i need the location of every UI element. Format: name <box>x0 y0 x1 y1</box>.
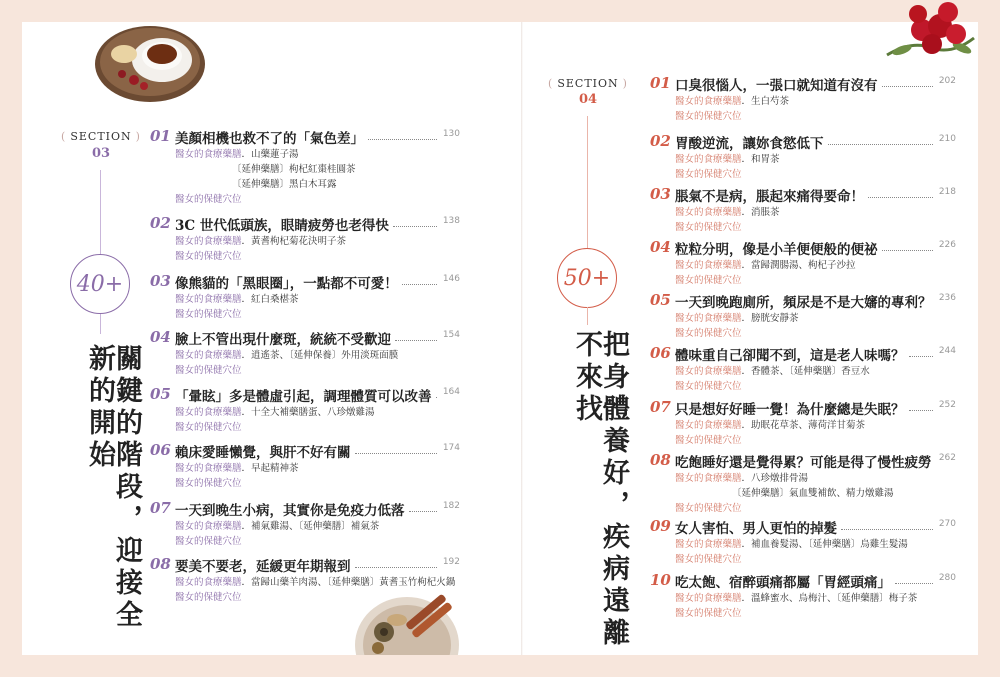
entry-page-number: 174 <box>442 443 460 453</box>
extended-recipe-line: 〔延伸藥膳〕枸杞紅棗桂圓茶 <box>232 164 356 175</box>
entry-number: 07 <box>650 398 671 416</box>
entry-number: 08 <box>650 451 671 469</box>
recipe-value: 紅白桑椹茶 <box>251 294 299 305</box>
entry-page-number: 130 <box>442 129 460 139</box>
section-number: 04 <box>578 92 598 107</box>
section-label: ( SECTION ) <box>548 77 628 90</box>
dotted-leader <box>402 284 437 285</box>
recipe-value: 補氣雞湯、〔延伸藥膳〕補氣茶 <box>251 521 380 532</box>
recipe-value: 生白芍茶 <box>751 96 790 107</box>
entry-title: 一天到晚生小病，其實你是免疫力低落 <box>175 503 405 519</box>
entry-page-number: 138 <box>442 216 460 226</box>
acupoint-line: 醫女的保健穴位 <box>675 554 742 565</box>
acupoint-line: 醫女的保健穴位 <box>675 435 742 446</box>
recipe-line <box>675 151 780 165</box>
recipe-line <box>675 93 789 107</box>
entry-page-number: 164 <box>442 387 460 397</box>
recipe-value: 早起精神茶 <box>251 463 299 474</box>
recipe-value: 十全大補藥膳蛋、八珍燉雞湯 <box>251 407 375 418</box>
separator: ． <box>241 350 252 361</box>
entry-title: 吃飽睡好還是覺得累？可能是得了慢性疲勞 <box>675 455 932 471</box>
entry-number: 03 <box>150 272 171 290</box>
dotted-leader <box>895 583 933 584</box>
entry-number: 09 <box>650 517 671 535</box>
recipe-line <box>175 460 299 474</box>
recipe-line <box>675 417 865 431</box>
section-divider <box>100 170 101 254</box>
dotted-leader <box>882 250 933 251</box>
extended-recipe-line: 〔延伸藥膳〕氣血雙補飲、精力燉雞湯 <box>732 488 894 499</box>
entry-number: 07 <box>150 499 171 517</box>
section-title-vertical: 把身體養好，疾病遠離不來找 <box>571 330 629 650</box>
dotted-leader <box>436 397 437 398</box>
recipe-line <box>675 257 856 271</box>
recipe-line <box>175 347 398 361</box>
section-divider <box>587 307 588 325</box>
dotted-leader <box>909 410 933 411</box>
recipe-line <box>175 574 455 588</box>
section-label: ( SECTION ) <box>61 130 141 143</box>
separator: ． <box>241 407 252 418</box>
recipe-label: 醫女的食療藥膳 <box>175 407 242 418</box>
section-title-vertical: 關鍵的階段，迎接全新的開始 <box>84 344 142 632</box>
entry-title: 只是想好好睡一覺！為什麼總是失眠？ <box>675 402 905 418</box>
entry-title: 吃太飽、宿醉頭痛都屬「胃經頭痛」 <box>675 575 891 591</box>
dotted-leader <box>841 529 933 530</box>
recipe-line <box>175 518 379 532</box>
recipe-label: 醫女的食療藥膳 <box>675 366 742 377</box>
spices-photo <box>352 590 462 655</box>
toc-spread <box>22 22 978 655</box>
recipe-label: 醫女的食療藥膳 <box>675 96 742 107</box>
separator: ． <box>741 420 752 431</box>
recipe-line <box>175 146 299 160</box>
dotted-leader <box>409 511 437 512</box>
acupoint-line: 醫女的保健穴位 <box>175 536 242 547</box>
dotted-leader <box>395 340 437 341</box>
acupoint-line: 醫女的保健穴位 <box>675 169 742 180</box>
entry-page-number: 252 <box>938 400 956 410</box>
entry-page-number: 182 <box>442 501 460 511</box>
dotted-leader <box>882 86 933 87</box>
entry-title: 一天到晚跑廁所，頻尿是不是大嬸的專利？ <box>675 295 932 311</box>
acupoint-line: 醫女的保健穴位 <box>675 608 742 619</box>
acupoint-line: 醫女的保健穴位 <box>175 592 242 603</box>
entry-number: 05 <box>150 385 171 403</box>
entry-title: 口臭很惱人，一張口就知道有沒有 <box>675 78 878 94</box>
entry-number: 05 <box>650 291 671 309</box>
recipe-label: 醫女的食療藥膳 <box>175 350 242 361</box>
recipe-label: 醫女的食療藥膳 <box>675 313 742 324</box>
separator: ． <box>741 207 752 218</box>
section-divider <box>587 116 588 248</box>
recipe-value: 消脹茶 <box>751 207 780 218</box>
acupoint-line: 醫女的保健穴位 <box>675 275 742 286</box>
entry-number: 03 <box>650 185 671 203</box>
recipe-line <box>675 590 917 604</box>
recipe-value: 山藥蓮子湯 <box>251 149 299 160</box>
separator: ． <box>741 96 752 107</box>
age-badge: 40+ <box>70 254 130 314</box>
entry-title: 「暈眩」多是體虛引起，調理體質可以改善 <box>175 389 432 405</box>
recipe-line <box>675 204 780 218</box>
entry-title: 3C 世代低頭族，眼睛疲勞也老得快 <box>175 218 389 234</box>
entry-page-number: 236 <box>938 293 956 303</box>
separator: ． <box>741 260 752 271</box>
entry-page-number: 244 <box>938 346 956 356</box>
entry-title: 粒粒分明，像是小羊便便般的便祕 <box>675 242 878 258</box>
recipe-label: 醫女的食療藥膳 <box>175 463 242 474</box>
separator: ． <box>741 593 752 604</box>
entry-page-number: 270 <box>938 519 956 529</box>
section-divider <box>100 314 101 334</box>
entry-title: 要美不要老，延緩更年期報到 <box>175 559 351 575</box>
dotted-leader <box>355 453 437 454</box>
recipe-value: 和胃茶 <box>751 154 780 165</box>
entry-page-number: 210 <box>938 134 956 144</box>
acupoint-line: 醫女的保健穴位 <box>175 309 242 320</box>
age-badge: 50+ <box>557 248 617 308</box>
recipe-value: 香體茶、〔延伸藥膳〕香豆水 <box>751 366 870 377</box>
entry-title: 體味重自己卻聞不到，這是老人味嗎？ <box>675 348 905 364</box>
entry-number: 06 <box>650 344 671 362</box>
entry-page-number: 262 <box>938 453 956 463</box>
recipe-label: 醫女的食療藥膳 <box>675 473 742 484</box>
recipe-line <box>675 470 808 484</box>
entry-page-number: 202 <box>938 76 956 86</box>
recipe-label: 醫女的食療藥膳 <box>675 593 742 604</box>
separator: ． <box>741 366 752 377</box>
acupoint-line: 醫女的保健穴位 <box>675 111 742 122</box>
dotted-leader <box>868 197 933 198</box>
entry-title: 美顏相機也救不了的「氣色差」 <box>175 131 364 147</box>
recipe-value: 助眠花草茶、薄荷洋甘菊茶 <box>751 420 866 431</box>
separator: ． <box>241 236 252 247</box>
entry-title: 臉上不管出現什麼斑，統統不受歡迎 <box>175 332 391 348</box>
recipe-value: 溫蜂蜜水、烏梅汁、〔延伸藥膳〕梅子茶 <box>751 593 918 604</box>
separator: ． <box>741 473 752 484</box>
recipe-label: 醫女的食療藥膳 <box>675 207 742 218</box>
recipe-line <box>675 536 908 550</box>
recipe-line <box>675 363 870 377</box>
separator: ． <box>741 154 752 165</box>
separator: ． <box>241 149 252 160</box>
recipe-line <box>675 310 799 324</box>
entry-number: 04 <box>150 328 171 346</box>
dotted-leader <box>368 139 437 140</box>
acupoint-line: 醫女的保健穴位 <box>175 422 242 433</box>
separator: ． <box>741 313 752 324</box>
dotted-leader <box>355 567 437 568</box>
recipe-value: 八珍燉排骨湯 <box>751 473 809 484</box>
cranberry-photo <box>882 0 978 80</box>
entry-title: 女人害怕、男人更怕的掉髮 <box>675 521 837 537</box>
tea-cup-photo <box>92 16 207 106</box>
entry-title: 脹氣不是病，脹起來痛得要命！ <box>675 189 864 205</box>
dotted-leader <box>393 226 437 227</box>
entry-title: 賴床愛睡懶覺，與肝不好有關 <box>175 445 351 461</box>
entry-page-number: 218 <box>938 187 956 197</box>
dotted-leader <box>909 356 933 357</box>
recipe-value: 黃耆枸杞菊花決明子茶 <box>251 236 347 247</box>
recipe-label: 醫女的食療藥膳 <box>175 149 242 160</box>
entry-number: 06 <box>150 441 171 459</box>
section-number: 03 <box>91 146 111 161</box>
dotted-leader <box>828 144 933 145</box>
recipe-value: 逍遙茶、〔延伸保養〕外用淡斑面膜 <box>251 350 399 361</box>
recipe-line <box>175 404 375 418</box>
separator: ． <box>241 577 252 588</box>
acupoint-line: 醫女的保健穴位 <box>175 478 242 489</box>
separator: ． <box>241 463 252 474</box>
acupoint-line: 醫女的保健穴位 <box>175 194 242 205</box>
entry-number: 02 <box>650 132 671 150</box>
recipe-label: 醫女的食療藥膳 <box>675 260 742 271</box>
acupoint-line: 醫女的保健穴位 <box>675 328 742 339</box>
entry-number: 08 <box>150 555 171 573</box>
separator: ． <box>241 294 252 305</box>
recipe-label: 醫女的食療藥膳 <box>175 294 242 305</box>
recipe-label: 醫女的食療藥膳 <box>675 420 742 431</box>
book-spine <box>521 22 523 655</box>
recipe-label: 醫女的食療藥膳 <box>675 154 742 165</box>
entry-number: 04 <box>650 238 671 256</box>
acupoint-line: 醫女的保健穴位 <box>675 222 742 233</box>
extended-recipe-line: 〔延伸藥膳〕黑白木耳露 <box>232 179 337 190</box>
entry-title: 像熊貓的「黑眼圈」，一點都不可愛！ <box>175 276 398 292</box>
entry-number: 01 <box>150 127 171 145</box>
recipe-value: 當歸山藥羊肉湯、〔延伸藥膳〕黃耆玉竹枸杞火鍋 <box>251 577 456 588</box>
recipe-label: 醫女的食療藥膳 <box>675 539 742 550</box>
entry-number: 01 <box>650 74 671 92</box>
entry-page-number: 146 <box>442 274 460 284</box>
entry-page-number: 154 <box>442 330 460 340</box>
entry-number: 10 <box>650 571 671 589</box>
recipe-line <box>175 233 346 247</box>
entry-page-number: 280 <box>938 573 956 583</box>
entry-page-number: 192 <box>442 557 460 567</box>
recipe-value: 膀胱安靜茶 <box>751 313 799 324</box>
acupoint-line: 醫女的保健穴位 <box>175 365 242 376</box>
recipe-label: 醫女的食療藥膳 <box>175 577 242 588</box>
acupoint-line: 醫女的保健穴位 <box>675 503 742 514</box>
entry-title: 胃酸逆流，讓妳食慾低下 <box>675 136 824 152</box>
recipe-label: 醫女的食療藥膳 <box>175 521 242 532</box>
entry-page-number: 226 <box>938 240 956 250</box>
separator: ． <box>741 539 752 550</box>
acupoint-line: 醫女的保健穴位 <box>675 381 742 392</box>
entry-number: 02 <box>150 214 171 232</box>
recipe-line <box>175 291 299 305</box>
recipe-label: 醫女的食療藥膳 <box>175 236 242 247</box>
acupoint-line: 醫女的保健穴位 <box>175 251 242 262</box>
recipe-value: 補血養髮湯、〔延伸藥膳〕烏雞生髮湯 <box>751 539 908 550</box>
separator: ． <box>241 521 252 532</box>
recipe-value: 當歸潤腸湯、枸杞子沙拉 <box>751 260 856 271</box>
